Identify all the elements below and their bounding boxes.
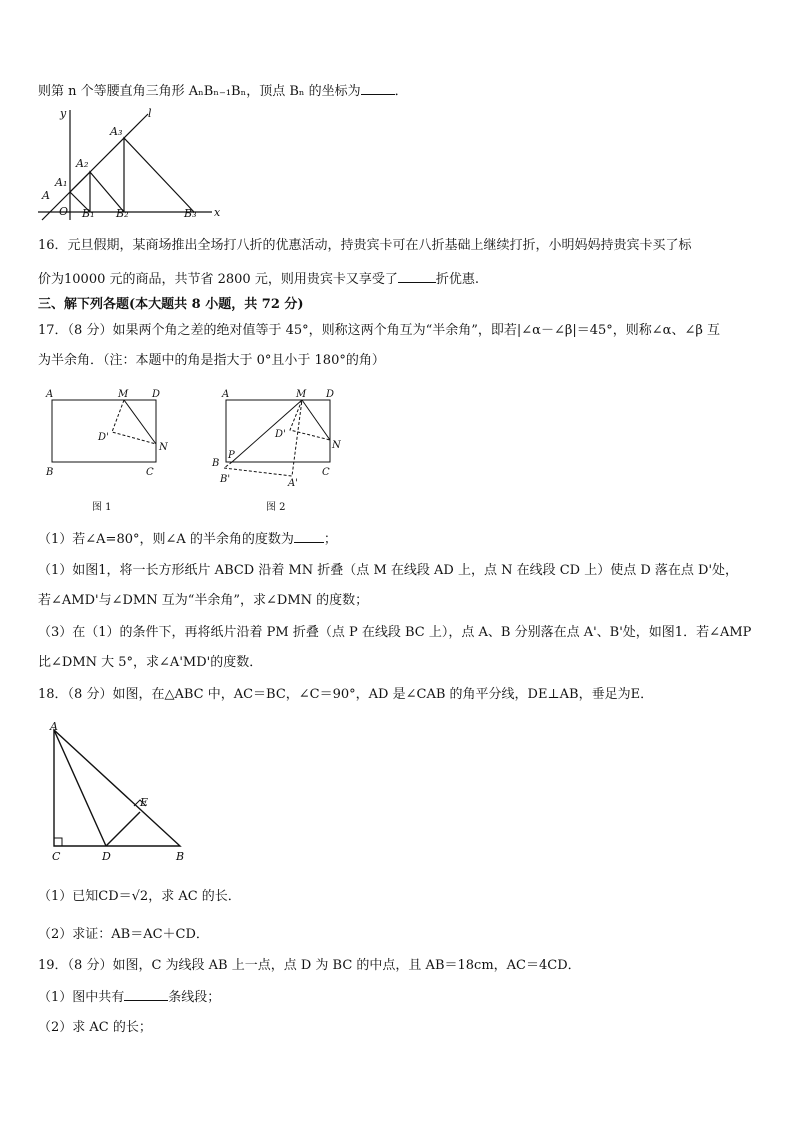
q19-part2: （2）求 AC 的长； [38, 1020, 152, 1035]
q17-part1 [38, 530, 337, 549]
answer-blank [124, 988, 168, 1001]
q16-line2 [38, 270, 479, 289]
label-A: A [42, 189, 50, 202]
answer-blank [398, 270, 436, 283]
q16-line2-end: 折优惠. [435, 272, 479, 287]
q17-part2-line2: 若∠AMD'与∠DMN 互为“半余角”，求∠DMN 的度数； [38, 593, 369, 608]
label-N: N [332, 440, 341, 451]
folded-edges-D [290, 400, 330, 440]
figure-2-caption: 图 2 [266, 502, 286, 513]
label-B2: B₂ [116, 207, 129, 220]
label-C: C [52, 850, 61, 863]
label-B: B [46, 467, 54, 478]
label-A-prime: A' [288, 478, 298, 489]
label-A2: A₂ [76, 157, 89, 170]
right-angle-C [54, 838, 62, 846]
q17-figure-1 [42, 384, 182, 514]
answer-blank [361, 82, 395, 95]
fold-line-MN [302, 400, 330, 440]
label-D-prime: D' [98, 432, 109, 443]
q17-part3-line2: 比∠DMN 大 5°，求∠A'MD'的度数． [38, 655, 263, 670]
label-B: B [176, 850, 185, 863]
q19-part1 [38, 988, 220, 1007]
label-A: A [46, 389, 54, 400]
q16-line1: 16．元旦假期，某商场推出全场打八折的优惠活动，持贵宾卡可在八折基础上继续打折，小明妈妈持贵宾卡买了标 [38, 238, 692, 253]
q19-part1-text: （1）图中共有 [38, 990, 125, 1005]
q16-line2-text: 价为10000 元的商品，共节省 2800 元，则用贵宾卡又享受了 [38, 272, 398, 287]
label-O: O [59, 205, 69, 218]
answer-blank [294, 530, 324, 543]
label-P: P [228, 450, 235, 461]
line-l [42, 114, 148, 220]
label-B1: B₁ [82, 207, 95, 220]
triangle-ABC [54, 730, 180, 846]
label-B: B [212, 458, 220, 469]
q15-end: ． [394, 84, 408, 99]
label-y: y [60, 107, 67, 120]
q17-figure-2 [208, 384, 358, 514]
section-heading: 三、解下列各题(本大题共 8 小题，共 72 分) [38, 297, 304, 312]
fold-line-PM [232, 400, 302, 462]
label-A: A [50, 720, 58, 733]
label-D-prime: D' [275, 429, 286, 440]
label-A3: A₃ [110, 125, 123, 138]
segment-DE [106, 812, 140, 846]
q15-figure [34, 104, 226, 222]
folded-edges-AB [224, 400, 302, 476]
segment-AD [54, 730, 106, 846]
q18-figure [40, 718, 196, 868]
label-A1: A₁ [55, 176, 68, 189]
q15-line [38, 82, 408, 101]
label-D: D [152, 389, 161, 400]
label-C: C [322, 467, 330, 478]
q19-line: 19．（8 分）如图，C 为线段 AB 上一点，点 D 为 BC 的中点，且 AB＝18cm，AC＝4CD． [38, 958, 581, 973]
q17-line1: 17．（8 分）如果两个角之差的绝对值等于 45°，则称这两个角互为“半余角”，即若|∠α－∠β|＝45°，则称∠α、∠β 互 [38, 323, 721, 338]
q18-part1: （1）已知CD＝√2，求 AC 的长． [38, 889, 241, 904]
label-l: l [148, 107, 152, 120]
q17-part1-end: ； [323, 532, 337, 547]
label-M: M [118, 389, 129, 400]
q15-text: 则第 n 个等腰直角三角形 AₙBₙ₋₁Bₙ，顶点 Bₙ 的坐标为 [38, 84, 361, 99]
label-N: N [159, 442, 168, 453]
figure-1-caption: 图 1 [92, 502, 112, 513]
label-x: x [214, 206, 221, 219]
q19-part1-end: 条线段； [168, 990, 221, 1005]
label-C: C [146, 467, 154, 478]
q18-line: 18．（8 分）如图，在△ABC 中，AC＝BC，∠C＝90°，AD 是∠CAB 的角平分线，DE⊥AB，垂足为E． [38, 687, 654, 702]
label-B3: B₃ [184, 207, 197, 220]
label-B-prime: B' [220, 474, 231, 485]
q17-line2: 为半余角．（注：本题中的角是指大于 0°且小于 180°的角） [38, 353, 385, 368]
q17-part2-line1: （1）如图1，将一长方形纸片 ABCD 沿着 MN 折叠（点 M 在线段 AD 上，点 N 在线段 CD 上）使点 D 落在点 D'处， [38, 563, 739, 578]
q17-part3-line1: （3）在（1）的条件下，再将纸片沿着 PM 折叠（点 P 在线段 BC 上），点 A、B 分别落在点 A'、B'处，如图1．若∠AMP [38, 625, 752, 640]
folded-edges [112, 400, 156, 444]
triangles [70, 138, 194, 212]
label-D: D [102, 850, 111, 863]
rectangle-ABCD [52, 400, 156, 462]
q18-part2: （2）求证：AB＝AC＋CD． [38, 927, 209, 942]
fold-line-MN [124, 400, 156, 444]
label-A: A [222, 389, 230, 400]
label-M: M [296, 389, 307, 400]
label-E: E [140, 796, 149, 809]
label-D: D [326, 389, 335, 400]
q17-part1-text: （1）若∠A=80°，则∠A 的半余角的度数为 [38, 532, 294, 547]
